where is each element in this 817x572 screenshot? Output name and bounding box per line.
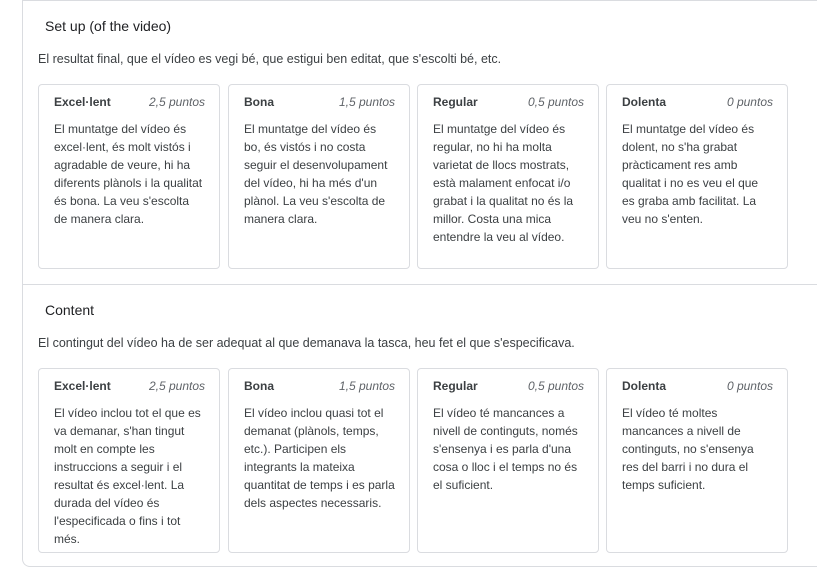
level-description: El muntatge del vídeo és excel·lent, és molt vistós i agradable de veure, hi ha diferents plànols i la qualitat és bona. La veu s'escolta de manera clara. bbox=[54, 122, 203, 226]
level-points: 1,5 puntos bbox=[338, 379, 395, 393]
level-points: 2,5 puntos bbox=[148, 95, 205, 109]
level-description: El muntatge del vídeo és bo, és vistós i no costa seguir el desenvolupament del vídeo, hi ha més d'un plànol. La veu s'escolta de manera clara. bbox=[244, 122, 388, 226]
level-description: El muntatge del vídeo és regular, no hi ha molta varietat de llocs mostrats, està malament enfocat i/o grabat i la qualitat no és la millor. Costa una mica entendre la veu al vídeo. bbox=[433, 122, 574, 244]
level-card-regular[interactable] bbox=[417, 84, 599, 269]
level-description: El vídeo té mancances a nivell de continguts, només s'ensenya i es parla d'una cosa o lloc i el temps no és el suficient. bbox=[433, 406, 578, 492]
rubric bbox=[22, 0, 817, 567]
level-name: Excel·lent bbox=[54, 95, 111, 109]
level-card-excellent[interactable] bbox=[38, 84, 220, 269]
level-points: 1,5 puntos bbox=[338, 95, 395, 109]
level-description: El vídeo inclou tot el que es va demanar, s'han tingut molt en compte les instruccions a seguir i el resultat és excel·lent. La durada del vídeo és l'especificada o fins i tot més. bbox=[54, 406, 201, 546]
level-card-excellent[interactable] bbox=[38, 368, 220, 553]
criterion-levels bbox=[38, 84, 798, 269]
level-card-good[interactable] bbox=[228, 368, 410, 553]
criterion-description: El contingut del vídeo ha de ser adequat al que demanava la tasca, heu fet el que s'especificava. bbox=[38, 336, 575, 350]
level-card-regular[interactable] bbox=[417, 368, 599, 553]
level-points: 2,5 puntos bbox=[148, 379, 205, 393]
level-name: Bona bbox=[244, 379, 274, 393]
level-description: El vídeo té moltes mancances a nivell de continguts, no s'ensenya res del barri i no dura el temps suficient. bbox=[622, 406, 754, 492]
criterion-title: Set up (of the video) bbox=[45, 18, 172, 34]
level-points: 0,5 puntos bbox=[527, 379, 584, 393]
criterion-description: El resultat final, que el vídeo es vegi bé, que estigui ben editat, que s'escolti bé, etc. bbox=[38, 52, 502, 66]
level-name: Dolenta bbox=[622, 379, 667, 393]
level-card-poor[interactable] bbox=[606, 84, 788, 269]
level-description: El muntatge del vídeo és dolent, no s'ha grabat pràcticament res amb qualitat i no es veu el que es graba amb facilitat. La veu no s'enten. bbox=[622, 122, 759, 226]
level-name: Dolenta bbox=[622, 95, 667, 109]
level-points: 0 puntos bbox=[726, 95, 773, 109]
level-points: 0 puntos bbox=[726, 379, 773, 393]
criterion-levels bbox=[38, 368, 798, 553]
level-points: 0,5 puntos bbox=[527, 95, 584, 109]
level-name: Regular bbox=[433, 379, 478, 393]
level-name: Bona bbox=[244, 95, 274, 109]
criterion-set-up bbox=[23, 1, 817, 284]
level-card-good[interactable] bbox=[228, 84, 410, 269]
level-description: El vídeo inclou quasi tot el demanat (plànols, temps, etc.). Participen els integrants la mateixa quantitat de temps i es parla dels aspectes necessaris. bbox=[244, 406, 395, 510]
criterion-title: Content bbox=[45, 302, 95, 318]
level-name: Excel·lent bbox=[54, 379, 111, 393]
level-card-poor[interactable] bbox=[606, 368, 788, 553]
level-name: Regular bbox=[433, 95, 478, 109]
criterion-content bbox=[23, 284, 817, 568]
